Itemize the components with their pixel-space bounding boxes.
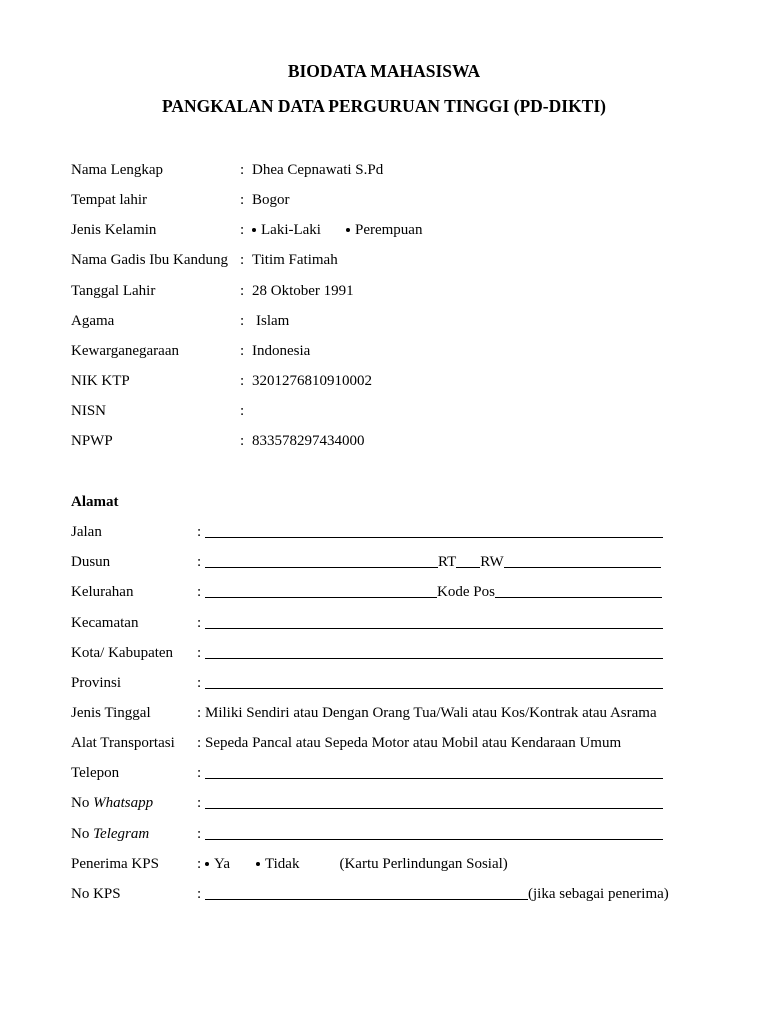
field-label: NPWP <box>71 433 113 450</box>
label-prefix: No <box>71 795 90 812</box>
blank-line <box>504 567 661 568</box>
field-label: Tempat lahir <box>71 192 148 209</box>
field-label: Kelurahan <box>71 584 134 601</box>
field-label: No KPS <box>71 885 121 902</box>
section-heading-alamat <box>71 487 669 517</box>
colon: : <box>240 252 245 269</box>
field-value: Bogor <box>252 192 290 209</box>
option-label-ya: Ya <box>214 855 230 872</box>
field-telepon <box>71 758 669 788</box>
field-nama-gadis-ibu-kandung <box>71 245 422 275</box>
rt-label: RT <box>438 554 457 571</box>
colon: : <box>240 312 245 329</box>
document-title: BIODATA MAHASISWA <box>287 61 481 81</box>
field-kota-kabupaten <box>71 638 669 668</box>
kps-number-note: (jika sebagai penerima) <box>528 885 669 902</box>
field-value: Islam <box>256 312 290 329</box>
colon: : <box>197 825 202 842</box>
field-label: Kota/ Kabupaten <box>71 644 174 661</box>
field-value: Miliki Sendiri atau Dengan Orang Tua/Wali atau Kos/Kontrak atau Asrama <box>205 704 657 721</box>
field-nisn <box>71 396 422 426</box>
kps-options <box>205 849 508 879</box>
colon: : <box>197 704 202 721</box>
field-content <box>205 547 661 577</box>
field-dusun <box>71 547 669 577</box>
gender-options <box>252 215 422 245</box>
field-label <box>71 819 197 849</box>
option-tidak <box>256 856 299 872</box>
alamat-section <box>71 487 669 909</box>
field-label: Jalan <box>71 524 102 541</box>
colon: : <box>197 584 202 601</box>
field-no-telegram <box>71 819 669 849</box>
field-kelurahan <box>71 577 669 607</box>
colon: : <box>240 192 245 209</box>
option-label-laki-laki: Laki-Laki <box>261 222 321 239</box>
field-content <box>205 668 663 698</box>
field-content <box>205 577 662 607</box>
colon: : <box>240 342 245 359</box>
blank-line <box>205 778 663 779</box>
colon: : <box>197 644 202 661</box>
colon: : <box>197 554 202 571</box>
colon: : <box>197 614 202 631</box>
field-label: Jenis Tinggal <box>71 704 151 721</box>
blank-line <box>205 537 663 538</box>
field-content <box>205 879 669 909</box>
option-label-perempuan: Perempuan <box>354 222 423 239</box>
field-label: Agama <box>71 312 115 329</box>
field-value: 3201276810910002 <box>252 372 372 389</box>
field-label: Penerima KPS <box>71 855 159 872</box>
blank-line <box>456 567 480 568</box>
field-label: Tanggal Lahir <box>71 282 156 299</box>
colon: : <box>240 433 245 450</box>
option-label-tidak: Tidak <box>265 855 300 872</box>
field-tanggal-lahir <box>71 276 422 306</box>
field-no-whatsapp <box>71 788 669 818</box>
section-heading: Alamat <box>71 494 119 510</box>
field-value: Titim Fatimah <box>252 252 338 269</box>
colon: : <box>240 282 245 299</box>
field-value: 28 Oktober 1991 <box>252 282 354 299</box>
field-value: 833578297434000 <box>252 433 365 450</box>
field-value: Sepeda Pancal atau Sepeda Motor atau Mobil atau Kendaraan Umum <box>205 735 622 752</box>
field-label: Kewarganegaraan <box>71 342 179 359</box>
label-italic: Whatsapp <box>93 795 154 812</box>
colon: : <box>240 372 245 389</box>
bullet-icon <box>205 862 209 866</box>
colon: : <box>240 162 245 178</box>
field-agama <box>71 306 422 336</box>
field-label: Alat Transportasi <box>71 735 175 752</box>
bullet-icon <box>346 228 350 232</box>
blank-line <box>495 597 662 598</box>
blank-line <box>205 567 438 568</box>
colon: : <box>197 735 202 752</box>
colon: : <box>197 885 202 902</box>
field-label: NIK KTP <box>71 372 130 389</box>
colon: : <box>197 855 202 872</box>
kps-note: (Kartu Perlindungan Sosial) <box>339 855 508 872</box>
field-npwp <box>71 426 422 456</box>
colon: : <box>240 222 245 239</box>
field-content <box>205 608 663 638</box>
field-penerima-kps <box>71 849 669 879</box>
field-label <box>71 788 197 818</box>
field-nama-lengkap <box>71 155 422 185</box>
field-kecamatan <box>71 608 669 638</box>
field-label: NISN <box>71 403 107 420</box>
blank-line <box>205 628 663 629</box>
colon: : <box>197 795 202 812</box>
field-label: Dusun <box>71 554 111 571</box>
bullet-icon <box>252 228 256 232</box>
field-jenis-kelamin <box>71 215 422 245</box>
field-label: Kecamatan <box>71 614 139 631</box>
field-kewarganegaraan <box>71 336 422 366</box>
field-jenis-tinggal <box>71 698 669 728</box>
personal-data-section <box>71 155 422 456</box>
field-label: Nama Gadis Ibu Kandung <box>71 252 229 269</box>
label-prefix: No <box>71 825 90 842</box>
blank-line <box>205 597 437 598</box>
field-no-kps <box>71 879 669 909</box>
field-label: Jenis Kelamin <box>71 222 157 239</box>
field-value: Dhea Cepnawati S.Pd <box>252 162 384 178</box>
field-provinsi <box>71 668 669 698</box>
field-content <box>205 638 663 668</box>
field-label: Provinsi <box>71 674 122 691</box>
bullet-icon <box>256 862 260 866</box>
field-content <box>205 788 663 818</box>
blank-line <box>205 808 663 809</box>
field-alat-transportasi <box>71 728 669 758</box>
field-content <box>205 517 663 547</box>
label-italic: Telegram <box>93 825 150 842</box>
field-value: Indonesia <box>252 342 311 359</box>
field-jalan <box>71 517 669 547</box>
colon: : <box>240 403 245 420</box>
blank-line <box>205 658 663 659</box>
blank-line <box>205 899 528 900</box>
colon: : <box>197 524 202 541</box>
rw-label: RW <box>480 554 504 571</box>
field-label: Nama Lengkap <box>71 162 164 178</box>
document-subtitle: PANGKALAN DATA PERGURUAN TINGGI (PD-DIKTI) <box>162 96 606 116</box>
field-nik-ktp <box>71 366 422 396</box>
option-perempuan <box>346 222 422 238</box>
field-content <box>205 819 663 849</box>
colon: : <box>197 765 202 782</box>
blank-line <box>205 688 663 689</box>
colon: : <box>197 674 202 691</box>
kode-pos-label: Kode Pos <box>437 584 495 601</box>
field-tempat-lahir <box>71 185 422 215</box>
blank-line <box>205 839 663 840</box>
field-label: Telepon <box>71 765 120 782</box>
field-content <box>205 758 663 788</box>
